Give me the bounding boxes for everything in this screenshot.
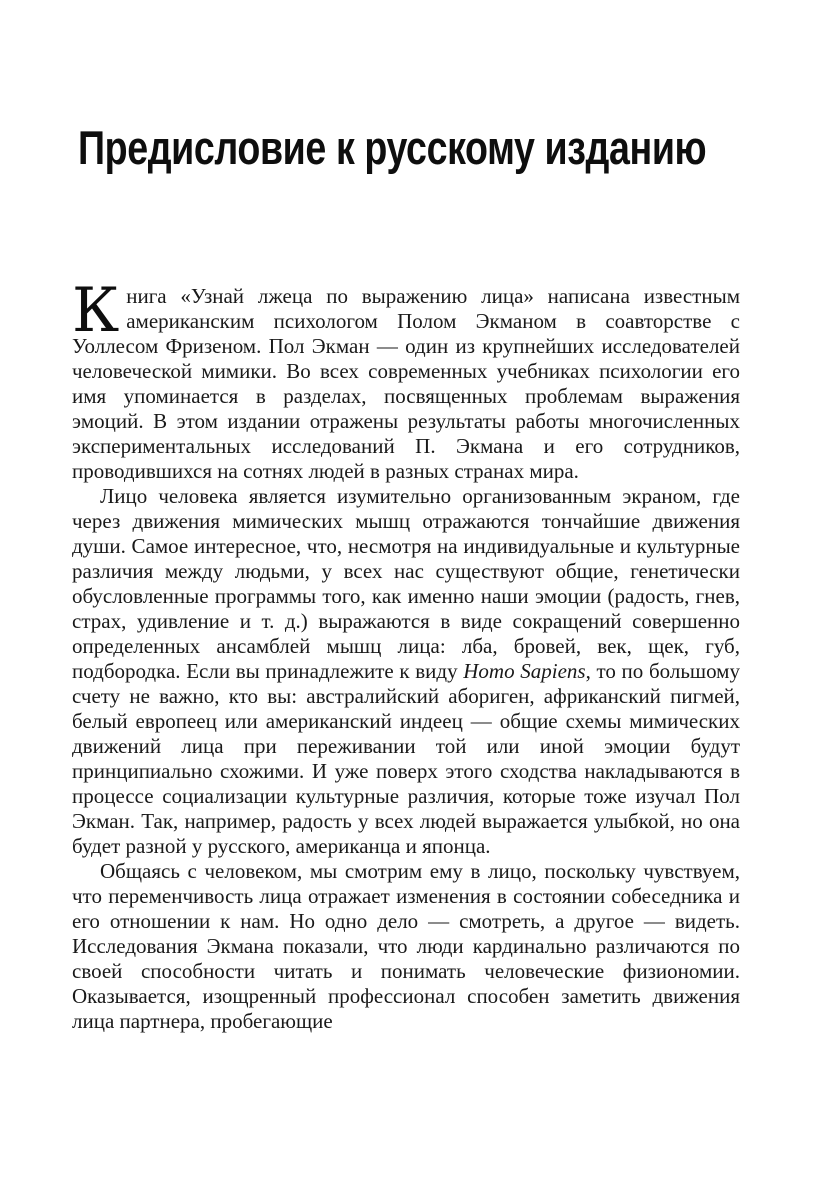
body-text: [72, 275, 740, 1034]
paragraph: [72, 859, 740, 1034]
page-title: Предисловие к русскому изданию: [78, 121, 707, 174]
paragraph-text: Общаясь с человеком, мы смотрим ему в лицо, поскольку чувствуем, что переменчивость лица отражает изменения в состоянии собеседника и его отношении к нам. Но одно дело — смотреть, а другое — видеть. Исследования Экмана показали, что люди кардинально различаются по своей способности читать и понимать человеческие физиономии. Оказывается, изощренный профессионал способен заметить движения лица партнера, пробегающие: [72, 859, 740, 1033]
dropcap-letter: К: [72, 275, 120, 346]
paragraph: [72, 484, 740, 859]
paragraph-text: Лицо человека является изумительно организованным экраном, где через движения мимических мышц отражаются тончайшие движения души. Самое интересное, что, несмотря на индивидуальные и культурные различия между людьми, у всех нас существуют общие, генетически обусловленные программы того, как именно наши эмоции (радость, гнев, страх, удивление и т. д.) выражаются в виде сокращений совершенно определенных ансамблей мышц лица: лба, бровей, век, щек, губ, подбородка. Если вы принадлежите к виду: [72, 484, 740, 683]
paragraph-text: нига «Узнай лжеца по выражению лица» написана известным американским психологом Полом Экманом в соавторстве с Уоллесом Фризеном. Пол Экман — один из крупнейших исследователей человеческой мимики. Во всех современных учебниках психологии его имя упоминается в разделах, посвященных проблемам выражения эмоций. В этом издании отражены результаты работы многочисленных экспериментальных исследований П. Экмана и его сотрудников, проводившихся на сотнях людей в разных странах мира.: [72, 284, 740, 483]
paragraph: [72, 275, 740, 484]
paragraph-text: , то по большому счету не важно, кто вы: австралийский абориген, африканский пигмей, белый европеец или американский индеец — общие схемы мимических движений лица при переживании той или иной эмоции будут принципиально схожими. И уже поверх этого сходства накладываются в процессе социализации культурные различия, которые тоже изучал Пол Экман. Так, например, радость у всех людей выражается улыбкой, но она будет разной у русского, американца и японца.: [72, 659, 740, 858]
latin-term-italic: Homo Sapiens: [463, 659, 586, 683]
